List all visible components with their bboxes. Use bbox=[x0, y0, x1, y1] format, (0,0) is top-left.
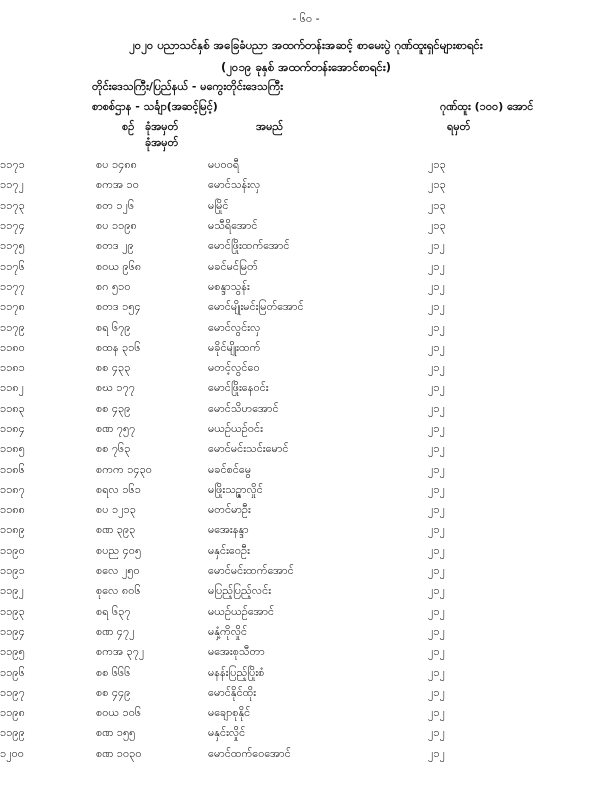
table-row bbox=[0, 460, 488, 480]
student-name: မမြိုင် bbox=[208, 198, 229, 212]
marks: ၂၁၂ bbox=[428, 300, 445, 314]
row-number: ၁၁၇၄ bbox=[0, 219, 25, 233]
row-number: ၁၁၈၅ bbox=[0, 442, 25, 456]
marks: ၂၁၃ bbox=[428, 198, 446, 212]
table-row bbox=[0, 663, 488, 683]
roll-number: စစ ၄၃၉ bbox=[96, 401, 131, 415]
marks: ၂၁၂ bbox=[428, 685, 445, 699]
column-header-roll: ခုံအမှတ် bbox=[145, 120, 179, 133]
row-number: ၁၁၈၈ bbox=[0, 503, 25, 517]
roll-number: စကအ ၁၀ bbox=[96, 178, 139, 192]
column-header-roll-line2: ခုံအမှတ် bbox=[145, 136, 179, 149]
table-row bbox=[0, 339, 488, 359]
page-number: - ၆၀ - bbox=[292, 12, 320, 25]
results-table bbox=[0, 156, 488, 765]
row-number: ၁၁၇၉ bbox=[0, 320, 25, 334]
subject-line: စာစစ်ဌာန - သင်္ချာ(အဆင့်မြင့်) bbox=[92, 100, 218, 113]
roll-number: စရ ၆၇၉ bbox=[96, 320, 131, 334]
marks: ၂၁၂ bbox=[428, 361, 445, 375]
table-row bbox=[0, 217, 488, 237]
roll-number: စလေ ၂၅၀ bbox=[96, 564, 140, 578]
row-number: ၁၁၈၇ bbox=[0, 482, 25, 496]
roll-number: စထန ၃၁၆ bbox=[96, 340, 141, 354]
roll-number: စဃ ၁၇၇ bbox=[96, 381, 135, 395]
row-number: ၁၁၇၆ bbox=[0, 259, 25, 273]
student-name: မောင်လွင်းလှ bbox=[208, 320, 261, 334]
roll-number: စတ ၁၂၆ bbox=[96, 198, 135, 212]
table-row bbox=[0, 359, 488, 379]
results-table-body bbox=[0, 156, 488, 765]
student-name: မနှံ့ကိုလှိုင် bbox=[208, 624, 248, 638]
row-number: ၁၁၉၅ bbox=[0, 645, 25, 659]
roll-number: စဏ ၁၅၅ bbox=[96, 726, 136, 740]
table-row bbox=[0, 745, 488, 765]
table-row bbox=[0, 684, 488, 704]
row-number: ၁၁၈၀ bbox=[0, 340, 25, 354]
marks: ၂၁၂ bbox=[428, 340, 445, 354]
roll-number: စဂ ၅၁၀ bbox=[96, 279, 131, 293]
table-row bbox=[0, 623, 488, 643]
table-row bbox=[0, 257, 488, 277]
marks: ၂၁၂ bbox=[428, 645, 445, 659]
student-name: မခိုင်မျိုးထက် bbox=[208, 340, 261, 354]
marks: ၂၁၂ bbox=[428, 401, 445, 415]
table-row bbox=[0, 278, 488, 298]
marks: ၂၁၂ bbox=[428, 523, 445, 537]
row-number: ၁၁၉၈ bbox=[0, 706, 25, 720]
row-number: ၁၁၉၃ bbox=[0, 604, 25, 618]
row-number: ၁၁၉၆ bbox=[0, 665, 25, 679]
row-number: ၁၁၉၁ bbox=[0, 564, 25, 578]
marks: ၂၁၂ bbox=[428, 746, 445, 760]
table-row bbox=[0, 603, 488, 623]
table-row bbox=[0, 562, 488, 582]
table-row bbox=[0, 420, 488, 440]
student-name: မချောစုနိုင် bbox=[208, 706, 251, 720]
table-row bbox=[0, 379, 488, 399]
student-name: မဖြိုးသဉ္ဇာလှိုင် bbox=[208, 482, 263, 496]
student-name: မောင်မင်းသင်းမောင် bbox=[208, 442, 289, 456]
table-row bbox=[0, 440, 488, 460]
student-name: မောင်နိုင်ထိုး bbox=[208, 685, 257, 699]
marks: ၂၁၂ bbox=[428, 239, 445, 253]
row-number: ၁၁၉၇ bbox=[0, 685, 25, 699]
roll-number: စစ ၇၆၃ bbox=[96, 442, 131, 456]
row-number: ၁၁၈၁ bbox=[0, 361, 25, 375]
roll-number: စရလ ၁၆၁ bbox=[96, 482, 141, 496]
student-name: မနှင်းလှိုင် bbox=[208, 726, 246, 740]
student-name: မောင်ဖြိုးနေဝင်း bbox=[208, 381, 269, 395]
distinction-note: ဂုဏ်ထူး (၁၀၀) အောင် bbox=[440, 100, 534, 113]
student-name: မောင်ထက်ဝေအောင် bbox=[208, 746, 291, 760]
marks: ၂၁၂ bbox=[428, 665, 445, 679]
table-row bbox=[0, 542, 488, 562]
roll-number: စပည ၄၀၅ bbox=[96, 543, 142, 557]
roll-number: စဏ ၄၇၂ bbox=[96, 624, 135, 638]
roll-number: စတဒ ၂၉ bbox=[96, 239, 134, 253]
row-number: ၁၁၈၆ bbox=[0, 462, 25, 476]
roll-number: စပ ၁၁၉၈ bbox=[96, 219, 137, 233]
student-name: မခင်မင်မြတ် bbox=[208, 259, 258, 273]
table-row bbox=[0, 318, 488, 338]
marks: ၂၁၂ bbox=[428, 604, 445, 618]
marks: ၂၁၂ bbox=[428, 584, 445, 598]
row-number: ၁၂၀၀ bbox=[0, 746, 24, 760]
marks: ၂၁၂ bbox=[428, 422, 445, 435]
row-number: ၁၁၈၉ bbox=[0, 523, 25, 537]
student-name: မပဝဝရီ bbox=[208, 158, 240, 172]
roll-number: စဏ ၃၉၃ bbox=[96, 523, 136, 537]
roll-number: စစ ၄၃၃ bbox=[96, 361, 131, 375]
roll-number: စဝယ ၉၆၈ bbox=[96, 259, 142, 273]
row-number: ၁၁၈၂ bbox=[0, 381, 25, 395]
marks: ၂၁၂ bbox=[428, 462, 445, 476]
table-row bbox=[0, 643, 488, 663]
marks: ၂၁၂ bbox=[428, 624, 445, 638]
marks: ၂၁၂ bbox=[428, 726, 445, 740]
column-header-name: အမည် bbox=[256, 120, 284, 133]
marks: ၂၁၂ bbox=[428, 442, 445, 456]
row-number: ၁၁၇၈ bbox=[0, 300, 25, 314]
marks: ၂၁၂ bbox=[428, 259, 445, 273]
document-title: ၂၀၂၀ ပညာသင်နှစ် အခြေခံပညာ အထက်တန်းအဆင့် စာမေးပွဲ ဂုဏ်ထူးရှင်များစာရင်း bbox=[129, 38, 483, 52]
marks: ၂၁၂ bbox=[428, 564, 445, 578]
student-name: မစန္ဒာသွန်း bbox=[208, 279, 250, 293]
marks: ၂၁၂ bbox=[428, 279, 445, 293]
row-number: ၁၁၇၇ bbox=[0, 279, 25, 293]
marks: ၂၁၂ bbox=[428, 381, 445, 395]
region-line: တိုင်းဒေသကြီး/ပြည်နယ် - မကွေးတိုင်းဒေသကြီး bbox=[92, 80, 284, 93]
student-name: မတင့်လွင်ဝေ bbox=[208, 361, 260, 375]
roll-number: စဏ ၇၅၇ bbox=[96, 422, 136, 435]
row-number: ၁၁၈၄ bbox=[0, 422, 25, 435]
table-row bbox=[0, 298, 488, 318]
student-name: မယဉ်ယဉ်အောင် bbox=[208, 604, 275, 618]
row-number: ၁၁၇၃ bbox=[0, 198, 25, 212]
marks: ၂၁၂ bbox=[428, 482, 445, 496]
table-row bbox=[0, 481, 488, 501]
roll-number: စုလေ ၈၀၆ bbox=[96, 584, 141, 598]
marks: ၂၁၂ bbox=[428, 543, 445, 557]
student-name: မသီရိအောင် bbox=[208, 219, 258, 233]
roll-number: စကက ၁၄၃၀ bbox=[96, 462, 152, 476]
table-row bbox=[0, 400, 488, 420]
table-row bbox=[0, 197, 488, 217]
document-subtitle: (၂၀၁၉ ခုနှစ် အထက်တန်းအောင်စာရင်း) bbox=[220, 60, 391, 74]
table-row bbox=[0, 724, 488, 744]
marks: ၂၁၃ bbox=[428, 178, 446, 192]
roll-number: စကအ ၃၇၂ bbox=[96, 645, 145, 659]
table-row bbox=[0, 521, 488, 541]
student-name: မအေးစုသီတာ bbox=[208, 645, 265, 659]
marks: ၂၁၂ bbox=[428, 320, 445, 334]
table-row bbox=[0, 501, 488, 521]
roll-number: စစ ၄၄၉ bbox=[96, 685, 131, 699]
row-number: ၁၁၉၄ bbox=[0, 624, 25, 638]
roll-number: စပ ၁၂၁၃ bbox=[96, 503, 136, 517]
row-number: ၁၁၉၂ bbox=[0, 584, 24, 598]
student-name: မယဉ်ယဉ်ဝင်း bbox=[208, 422, 263, 435]
table-row bbox=[0, 237, 488, 257]
student-name: မောင်မင်းထက်အောင် bbox=[208, 564, 294, 578]
student-name: မောင်သိဟအောင် bbox=[208, 401, 279, 415]
roll-number: စဏ ၁၀၃၀ bbox=[96, 746, 142, 760]
marks: ၂၁၃ bbox=[428, 219, 446, 233]
table-row bbox=[0, 582, 488, 602]
column-header-marks: ရမှတ် bbox=[447, 120, 471, 133]
table-row bbox=[0, 176, 488, 196]
student-name: မောင်မျိုးမင်းမြတ်အောင် bbox=[208, 300, 304, 314]
row-number: ၁၁၈၃ bbox=[0, 401, 25, 415]
student-name: မောင်သန်းလှ bbox=[208, 178, 261, 192]
student-name: မခင်စင်မွေ bbox=[208, 462, 252, 476]
student-name: မောင်ဖြိုးထက်အောင် bbox=[208, 239, 290, 253]
roll-number: စရ ၆၃၇ bbox=[96, 604, 131, 618]
roll-number: စတဒ ၁၅၄ bbox=[96, 300, 141, 314]
row-number: ၁၁၇၅ bbox=[0, 239, 25, 253]
student-name: မပြည့်ပြည့်လင်း bbox=[208, 584, 272, 598]
row-number: ၁၁၇၁ bbox=[0, 158, 25, 172]
roll-number: စစ ၆၆၆ bbox=[96, 665, 131, 679]
table-row bbox=[0, 156, 488, 176]
student-name: မနန်းပြည့်ပြိုးစံ bbox=[208, 665, 265, 679]
roll-number: စဝယ ၁၀၆ bbox=[96, 706, 142, 720]
marks: ၂၁၂ bbox=[428, 706, 445, 720]
marks: ၂၁၂ bbox=[428, 503, 445, 517]
student-name: မတင်မာဦး bbox=[208, 503, 251, 517]
column-header-no: စဉ် bbox=[122, 120, 135, 133]
row-number: ၁၁၇၂ bbox=[0, 178, 24, 192]
marks: ၂၁၃ bbox=[428, 158, 446, 172]
student-name: မနှင်းဝေဦး bbox=[208, 543, 250, 557]
row-number: ၁၁၉၀ bbox=[0, 543, 25, 557]
roll-number: စပ ၁၄၈၈ bbox=[96, 158, 137, 172]
student-name: မအေးနန္ဒာ bbox=[208, 523, 249, 537]
table-row bbox=[0, 704, 488, 724]
row-number: ၁၁၉၉ bbox=[0, 726, 25, 740]
